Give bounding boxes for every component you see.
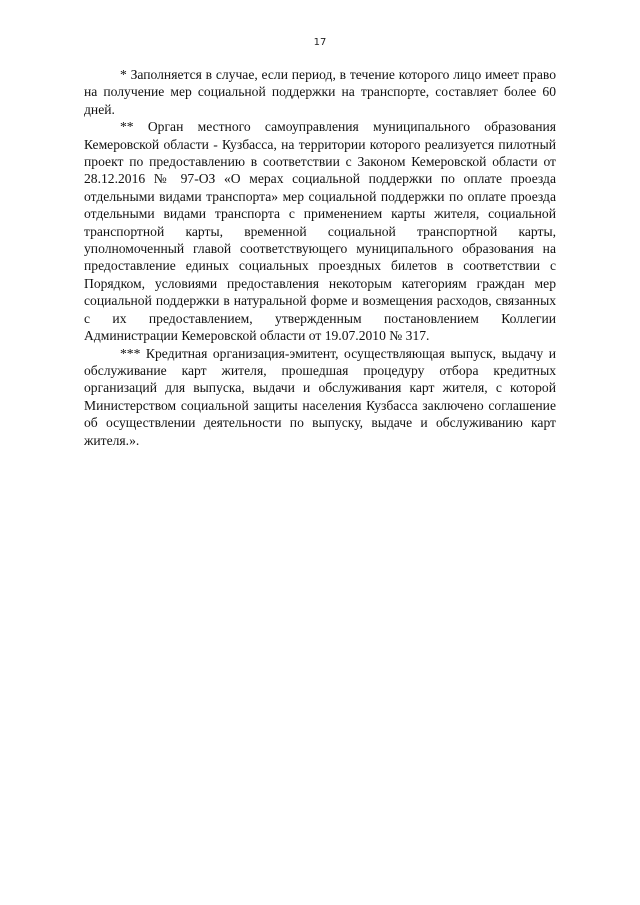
footnote-double-asterisk: ** Орган местного самоуправления муниципального образования Кемеровской области - Кузбасса, на территории которого реализуется пилотный проект по предоставлению в соответствии с Законом Кемеровской области от 28.12.2016 № 97-ОЗ «О мерах социальной поддержки по оплате проезда отдельными видами транспорта» мер социальной поддержки по оплате проезда отдельными видами транспорта с применением карты жителя, социальной транспортной карты, временной социальной транспортной карты, уполномоченный главой соответствующего муниципального образования на предоставление единых социальных проездных билетов в соответствии с Порядком, условиями предоставления некоторым категориям граждан мер социальной поддержки в натуральной форме и возмещения расходов, связанных с их предоставлением, утвержденным постановлением Коллегии Администрации Кемеровской области от 19.07.2010 № 317. bbox=[84, 119, 556, 344]
footnote-triple-asterisk: *** Кредитная организация-эмитент, осуществляющая выпуск, выдачу и обслуживание карт жителя, прошедшая процедуру отбора кредитных организаций для выпуска, выдачи и обслуживания карт жителя, с которой Министерством социальной защиты населения Кузбасса заключено соглашение об осуществлении деятельности по выпуску, выдаче и обслуживанию карт жителя.». bbox=[84, 345, 556, 448]
page-number: 17 bbox=[313, 37, 327, 48]
footnotes-block bbox=[84, 66, 556, 449]
footnote-single-asterisk: * Заполняется в случае, если период, в течение которого лицо имеет право на получение мер социальной поддержки на транспорте, составляет более 60 дней. bbox=[84, 67, 556, 117]
